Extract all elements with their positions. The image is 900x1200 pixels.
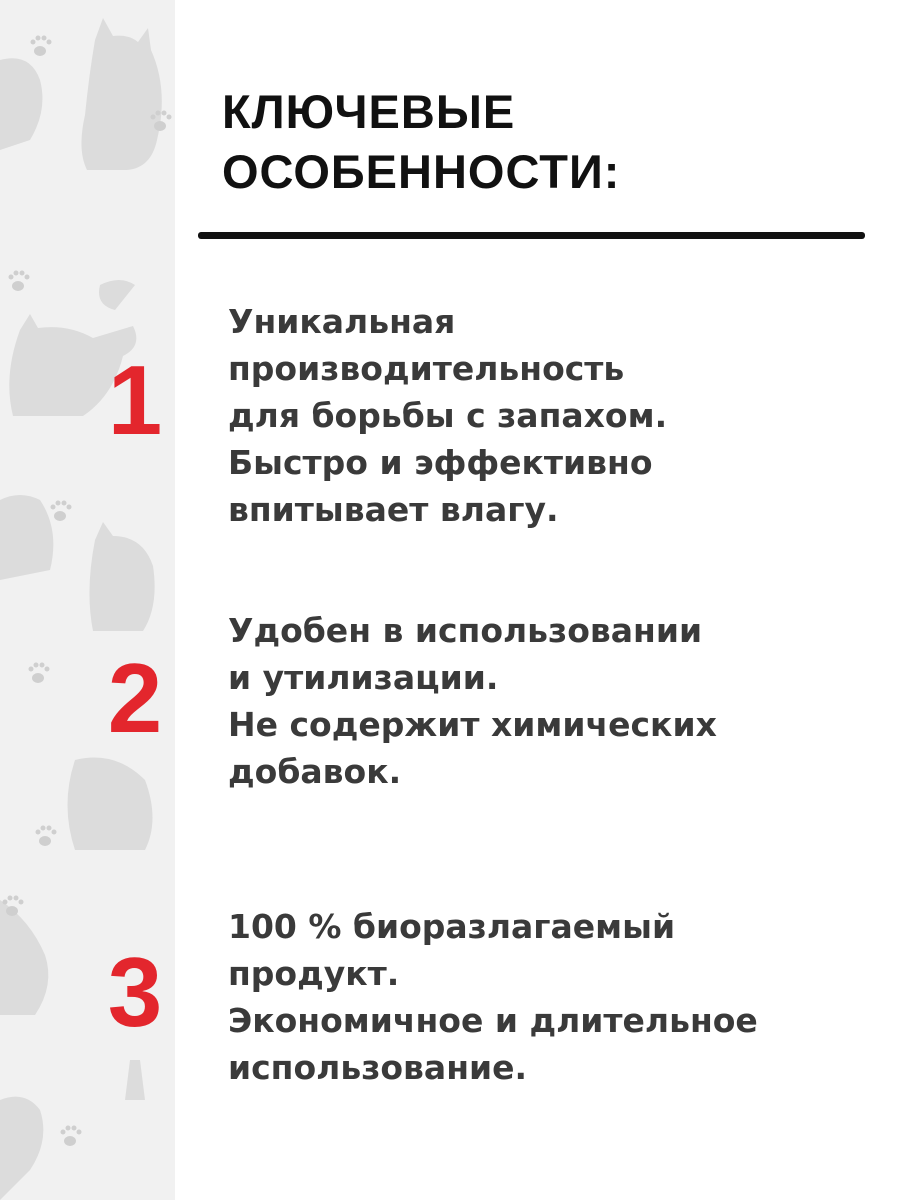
feature-line: и утилизации. — [228, 658, 499, 697]
cat-silhouette-icon — [0, 495, 53, 580]
cat-silhouette-icon — [68, 758, 153, 851]
paw-print-icon — [31, 36, 52, 57]
cat-silhouette-icon — [99, 280, 135, 310]
cat-silhouette-icon — [0, 58, 42, 150]
title-divider — [198, 232, 865, 239]
cat-silhouette-icon — [0, 1097, 43, 1200]
feature-line: продукт. — [228, 954, 400, 993]
feature-number-2: 2 — [107, 643, 163, 753]
feature-description-3 — [228, 903, 878, 1091]
page-title — [222, 82, 620, 202]
feature-line: 100 % биоразлагаемый — [228, 907, 676, 946]
feature-number-1: 1 — [107, 345, 163, 455]
feature-line: Экономичное и длительное — [228, 1001, 758, 1040]
feature-line: использование. — [228, 1048, 528, 1087]
paw-print-icon — [51, 501, 72, 522]
feature-line: впитывает влагу. — [228, 490, 559, 529]
paw-print-icon — [29, 663, 50, 684]
feature-line: добавок. — [228, 752, 402, 791]
feature-line: Уникальная — [228, 302, 456, 341]
title-line-2: ОСОБЕННОСТИ: — [222, 145, 621, 198]
feature-line: Удобен в использовании — [228, 611, 703, 650]
cat-silhouette-icon — [0, 900, 48, 1015]
feature-line: Не содержит химических — [228, 705, 717, 744]
paw-print-icon — [36, 826, 57, 847]
feature-number-3: 3 — [107, 937, 163, 1047]
title-line-1: КЛЮЧЕВЫЕ — [222, 85, 516, 138]
feature-line: Быстро и эффективно — [228, 443, 653, 482]
feature-line: производительность — [228, 349, 625, 388]
feature-line: для борьбы с запахом. — [228, 396, 668, 435]
feature-description-2 — [228, 607, 878, 795]
cat-silhouette-icon — [105, 1060, 145, 1100]
paw-print-icon — [61, 1126, 82, 1147]
cat-silhouette-icon — [89, 522, 154, 631]
paw-print-icon — [9, 271, 30, 292]
cat-silhouette-icon — [81, 18, 161, 170]
feature-description-1 — [228, 298, 878, 533]
